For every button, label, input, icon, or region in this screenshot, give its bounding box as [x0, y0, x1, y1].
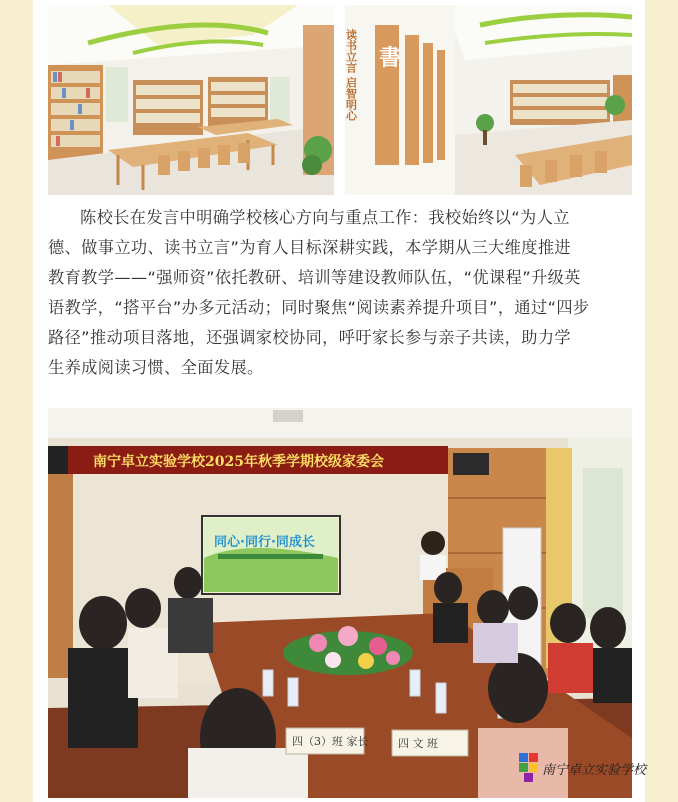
paragraph-line-2: 德、做事立功、读书立言”为育人目标深耕实践，本学期从三大维度推进: [48, 238, 571, 257]
left-margin-strip: [0, 0, 33, 802]
paragraph-line-3: 教育教学——“强师资”依托教研、培训等建设教师队伍，“优课程”升级英: [48, 268, 581, 287]
library-photo-left[interactable]: [48, 5, 334, 195]
nameplate-left: 四（3）班 家长: [292, 735, 369, 748]
meeting-photo[interactable]: [48, 408, 647, 798]
meeting-banner: 南宁卓立实验学校2025年秋季学期校级家委会: [93, 454, 384, 470]
screen-title: 同心·同行·同成长: [214, 535, 315, 550]
principal-speech-paragraph: [48, 203, 632, 383]
wall-slogan: 读书立言 启智明心: [344, 29, 358, 121]
paragraph-line-6: 生养成阅读习惯、全面发展。: [48, 358, 264, 377]
paragraph-line-5: 路径”推动项目落地，还强调家校协同，呼吁家长参与亲子共读，助力学: [48, 328, 571, 347]
paragraph-line-1: 陈校长在发言中明确学校核心方向与重点工作：我校始终以“为人立: [80, 208, 570, 227]
book-sign-char: 書: [379, 45, 402, 71]
library-photo-right[interactable]: [345, 5, 632, 195]
article-body: [33, 0, 645, 802]
paragraph-line-4: 语教学，“搭平台”办多元活动；同时聚焦“阅读素养提升项目”，通过“四步: [48, 298, 590, 317]
watermark-school-name: 南宁卓立实验学校: [542, 763, 647, 778]
nameplate-right: 四 文 班: [398, 737, 438, 750]
library-photo-row: [48, 5, 632, 195]
right-margin-strip: [645, 0, 678, 802]
